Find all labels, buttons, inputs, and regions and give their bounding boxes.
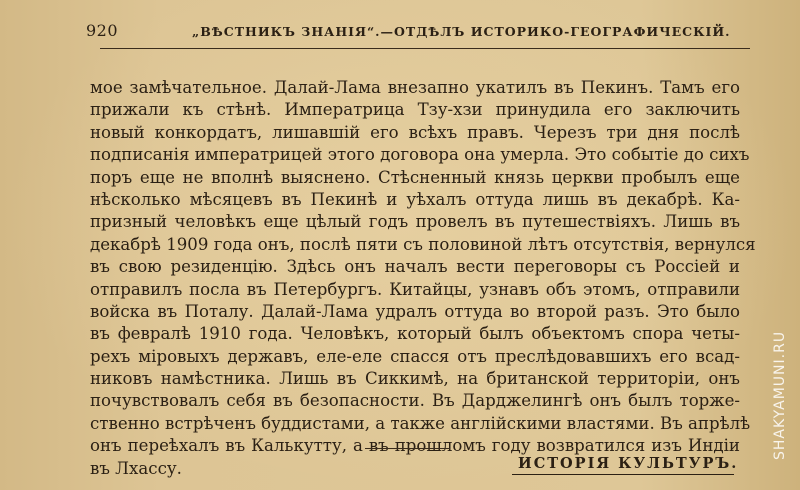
section-title-underline [512, 474, 734, 475]
header-rule [100, 48, 750, 49]
text-line: мое замѣчательное. Далай-Лама внезапно укатилъ въ Пекинъ. Тамъ его [90, 78, 740, 97]
text-line: почувствовалъ себя въ безопасности. Въ Дарджелингѣ онъ былъ торже- [90, 391, 740, 411]
text-line-last: въ Лхассу. [90, 458, 182, 478]
article-body [90, 77, 756, 480]
text-line: отправилъ посла въ Петербургъ. Китайцы, узнавъ объ этомъ, отправили [90, 279, 740, 299]
text-line: подписанія императрицей этого договора она умерла. Это событіе до сихъ [90, 145, 750, 165]
text-line: ственно встрѣченъ буддистами, а также англійскими властями. Въ апрѣлѣ [90, 413, 751, 433]
running-head: „ВѢСТНИКЪ ЗНАНІЯ“.—ОТДѢЛЪ ИСТОРИКО-ГЕОГРАФИЧЕСКІЙ. [192, 24, 731, 39]
text-line: новый конкордатъ, лишавшій его всѣхъ правъ. Черезъ три дня послѣ [90, 122, 740, 142]
article-end-rule [365, 448, 450, 449]
text-line: войска въ Поталу. Далай-Лама удралъ оттуда во второй разъ. Это было [90, 301, 740, 321]
page-number: 920 [86, 21, 119, 40]
site-watermark: SHAKYAMUNI.RU [772, 330, 788, 460]
text-line: декабрѣ 1909 года онъ, послѣ пяти съ половиной лѣтъ отсутствія, вернулся [90, 234, 756, 254]
text-line: поръ еще не вполнѣ выяснено. Стѣсненный князь церкви пробылъ еще [90, 167, 740, 187]
page-header [86, 21, 746, 43]
text-line: въ свою резиденцію. Здѣсь онъ началъ вести переговоры съ Россіей и [90, 257, 740, 277]
text-line: прижали къ стѣнѣ. Императрица Тзу-хзи принудила его заключить [90, 100, 740, 120]
text-line: онъ переѣхалъ въ Калькутту, а въ прошломъ году возвратился изъ Индіи [90, 436, 740, 456]
text-line: призный человѣкъ еще цѣлый годъ провелъ въ путешествіяхъ. Лишь въ [90, 212, 740, 232]
section-title: ИСТОРІЯ КУЛЬТУРЪ. [518, 455, 739, 472]
text-line: никовъ намѣстника. Лишь въ Сиккимѣ, на британской территоріи, онъ [90, 369, 740, 389]
text-line: нѣсколько мѣсяцевъ въ Пекинѣ и уѣхалъ оттуда лишь въ декабрѣ. Ка- [90, 189, 740, 209]
text-line: рехъ міровыхъ державъ, еле-еле спасся отъ преслѣдовавшихъ его всад- [90, 346, 740, 366]
text-line: въ февралѣ 1910 года. Человѣкъ, который былъ объектомъ спора четы- [90, 324, 740, 344]
